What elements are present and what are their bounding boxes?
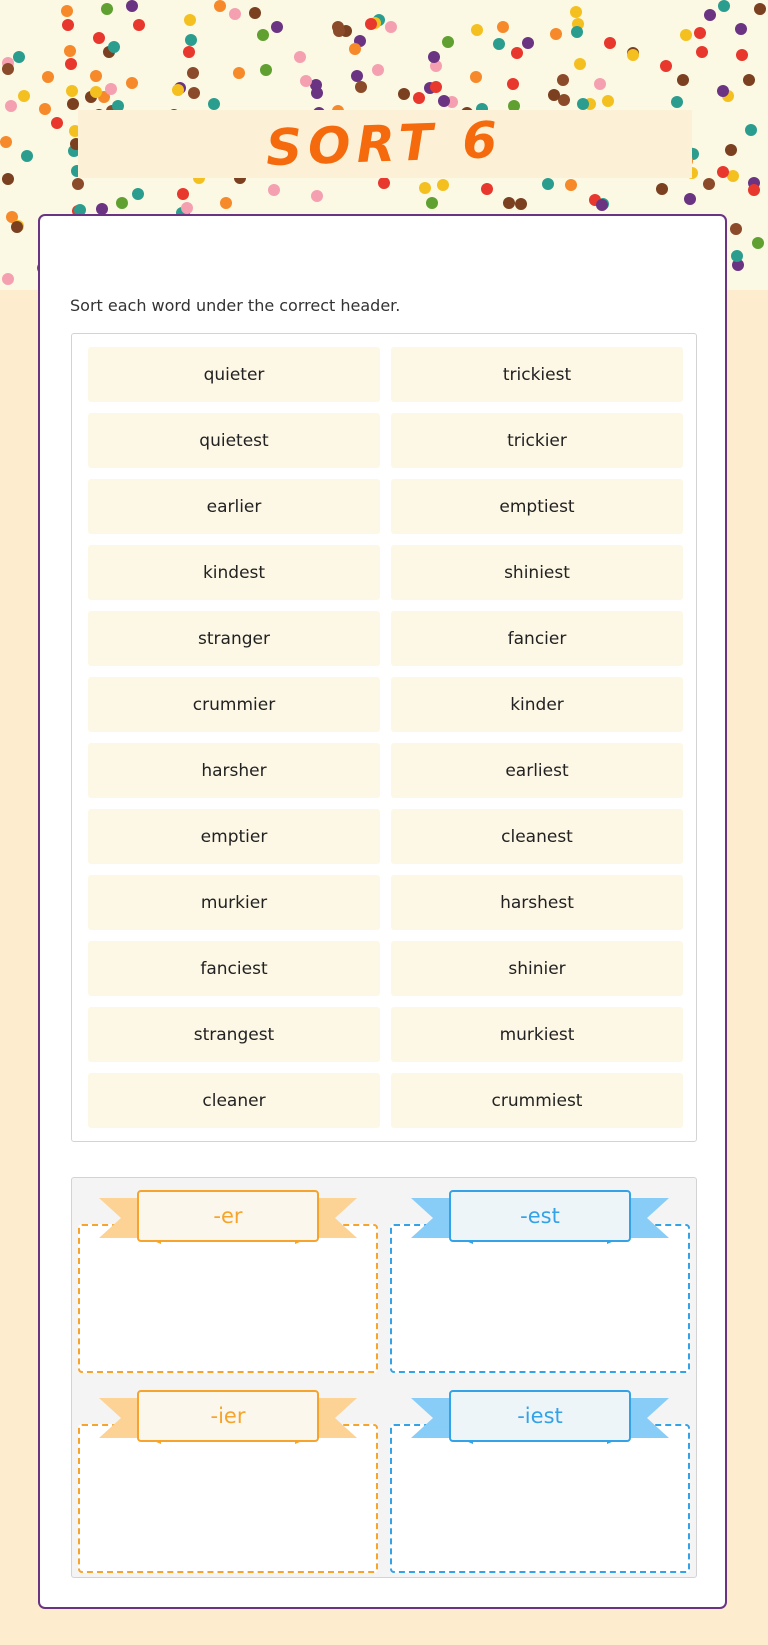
confetti-dot: [300, 75, 312, 87]
confetti-dot: [18, 90, 30, 102]
confetti-dot: [51, 117, 63, 129]
word-tile[interactable]: crummier: [88, 677, 380, 732]
word-tile[interactable]: trickier: [391, 413, 683, 468]
confetti-dot: [438, 95, 450, 107]
confetti-dot: [542, 178, 554, 190]
confetti-dot: [604, 37, 616, 49]
confetti-dot: [550, 28, 562, 40]
confetti-dot: [596, 199, 608, 211]
confetti-dot: [126, 77, 138, 89]
confetti-dot: [660, 60, 672, 72]
confetti-dot: [188, 87, 200, 99]
confetti-dot: [0, 136, 12, 148]
confetti-dot: [13, 51, 25, 63]
word-tile[interactable]: crummiest: [391, 1073, 683, 1128]
confetti-dot: [419, 182, 431, 194]
drop-zone-er[interactable]: [78, 1224, 378, 1373]
confetti-dot: [557, 74, 569, 86]
header-label-iest: -iest: [449, 1390, 631, 1442]
drop-zone-est[interactable]: [390, 1224, 690, 1373]
confetti-dot: [184, 14, 196, 26]
confetti-dot: [220, 197, 232, 209]
confetti-dot: [2, 173, 14, 185]
confetti-dot: [426, 197, 438, 209]
word-tile[interactable]: shiniest: [391, 545, 683, 600]
confetti-dot: [365, 18, 377, 30]
confetti-dot: [311, 190, 323, 202]
confetti-dot: [93, 32, 105, 44]
confetti-dot: [736, 49, 748, 61]
confetti-dot: [428, 51, 440, 63]
word-tile[interactable]: murkier: [88, 875, 380, 930]
confetti-dot: [11, 221, 23, 233]
header-ribbon-ier: [99, 1388, 357, 1444]
confetti-dot: [233, 67, 245, 79]
confetti-dot: [735, 23, 747, 35]
drop-zone-ier[interactable]: [78, 1424, 378, 1573]
confetti-dot: [684, 193, 696, 205]
word-tile[interactable]: kindest: [88, 545, 380, 600]
confetti-dot: [671, 96, 683, 108]
header-ribbon-est: [411, 1188, 669, 1244]
confetti-dot: [437, 179, 449, 191]
confetti-dot: [748, 184, 760, 196]
word-tile[interactable]: quieter: [88, 347, 380, 402]
confetti-dot: [64, 45, 76, 57]
word-tile[interactable]: fanciest: [88, 941, 380, 996]
word-tile[interactable]: fancier: [391, 611, 683, 666]
confetti-dot: [522, 37, 534, 49]
word-tile[interactable]: shinier: [391, 941, 683, 996]
confetti-dot: [181, 202, 193, 214]
confetti-dot: [62, 19, 74, 31]
confetti-dot: [61, 5, 73, 17]
confetti-dot: [133, 19, 145, 31]
drop-zone-iest[interactable]: [390, 1424, 690, 1573]
word-bank: [71, 333, 697, 1142]
confetti-dot: [355, 81, 367, 93]
confetti-dot: [66, 85, 78, 97]
confetti-dot: [332, 21, 344, 33]
page-title: SORT 6: [265, 110, 505, 178]
word-tile[interactable]: emptiest: [391, 479, 683, 534]
confetti-dot: [185, 34, 197, 46]
confetti-dot: [442, 36, 454, 48]
confetti-dot: [172, 84, 184, 96]
confetti-dot: [725, 144, 737, 156]
confetti-dot: [731, 250, 743, 262]
word-tile[interactable]: earlier: [88, 479, 380, 534]
confetti-dot: [730, 223, 742, 235]
confetti-dot: [294, 51, 306, 63]
word-tile[interactable]: murkiest: [391, 1007, 683, 1062]
confetti-dot: [271, 21, 283, 33]
confetti-dot: [229, 8, 241, 20]
confetti-dot: [493, 38, 505, 50]
instruction-text: Sort each word under the correct header.: [70, 296, 401, 315]
word-tile[interactable]: harsher: [88, 743, 380, 798]
confetti-dot: [311, 87, 323, 99]
confetti-dot: [704, 9, 716, 21]
confetti-dot: [752, 237, 764, 249]
confetti-dot: [5, 100, 17, 112]
word-tile[interactable]: trickiest: [391, 347, 683, 402]
confetti-dot: [627, 49, 639, 61]
confetti-dot: [249, 7, 261, 19]
header-label-ier: -ier: [137, 1390, 319, 1442]
confetti-dot: [717, 166, 729, 178]
confetti-dot: [257, 29, 269, 41]
confetti-dot: [680, 29, 692, 41]
confetti-dot: [696, 46, 708, 58]
confetti-dot: [187, 67, 199, 79]
confetti-dot: [132, 188, 144, 200]
confetti-dot: [39, 103, 51, 115]
confetti-dot: [507, 78, 519, 90]
confetti-dot: [570, 6, 582, 18]
confetti-dot: [602, 95, 614, 107]
confetti-dot: [694, 27, 706, 39]
confetti-dot: [743, 74, 755, 86]
header-label-er: -er: [137, 1190, 319, 1242]
confetti-dot: [471, 24, 483, 36]
confetti-dot: [703, 178, 715, 190]
confetti-dot: [21, 150, 33, 162]
confetti-dot: [90, 86, 102, 98]
confetti-dot: [413, 92, 425, 104]
confetti-dot: [677, 74, 689, 86]
confetti-dot: [372, 64, 384, 76]
confetti-dot: [90, 70, 102, 82]
word-tile[interactable]: cleaner: [88, 1073, 380, 1128]
confetti-dot: [594, 78, 606, 90]
confetti-dot: [108, 41, 120, 53]
confetti-dot: [72, 178, 84, 190]
title-banner: [78, 110, 692, 178]
confetti-dot: [754, 3, 766, 15]
confetti-dot: [577, 98, 589, 110]
header-ribbon-er: [99, 1188, 357, 1244]
word-tile[interactable]: harshest: [391, 875, 683, 930]
confetti-dot: [503, 197, 515, 209]
confetti-dot: [497, 21, 509, 33]
confetti-dot: [349, 43, 361, 55]
confetti-dot: [67, 98, 79, 110]
confetti-dot: [183, 46, 195, 58]
confetti-dot: [515, 198, 527, 210]
confetti-dot: [565, 179, 577, 191]
word-tile[interactable]: stranger: [88, 611, 380, 666]
confetti-dot: [208, 98, 220, 110]
word-tile[interactable]: cleanest: [391, 809, 683, 864]
confetti-dot: [2, 63, 14, 75]
confetti-dot: [571, 26, 583, 38]
confetti-dot: [398, 88, 410, 100]
confetti-dot: [268, 184, 280, 196]
confetti-dot: [116, 197, 128, 209]
confetti-dot: [470, 71, 482, 83]
sorting-area: [71, 1177, 697, 1578]
confetti-dot: [385, 21, 397, 33]
confetti-dot: [105, 83, 117, 95]
confetti-dot: [260, 64, 272, 76]
header-ribbon-iest: [411, 1388, 669, 1444]
header-label-est: -est: [449, 1190, 631, 1242]
confetti-dot: [745, 124, 757, 136]
confetti-dot: [214, 0, 226, 12]
confetti-dot: [126, 0, 138, 12]
confetti-dot: [718, 0, 730, 12]
confetti-dot: [101, 3, 113, 15]
confetti-dot: [42, 71, 54, 83]
confetti-dot: [481, 183, 493, 195]
confetti-dot: [2, 273, 14, 285]
confetti-dot: [378, 177, 390, 189]
word-tile[interactable]: strangest: [88, 1007, 380, 1062]
word-tile[interactable]: earliest: [391, 743, 683, 798]
confetti-dot: [574, 58, 586, 70]
word-tile[interactable]: quietest: [88, 413, 380, 468]
confetti-dot: [656, 183, 668, 195]
word-tile[interactable]: kinder: [391, 677, 683, 732]
confetti-dot: [548, 89, 560, 101]
word-tile[interactable]: emptier: [88, 809, 380, 864]
confetti-dot: [65, 58, 77, 70]
confetti-dot: [511, 47, 523, 59]
confetti-dot: [430, 81, 442, 93]
confetti-dot: [717, 85, 729, 97]
confetti-dot: [177, 188, 189, 200]
